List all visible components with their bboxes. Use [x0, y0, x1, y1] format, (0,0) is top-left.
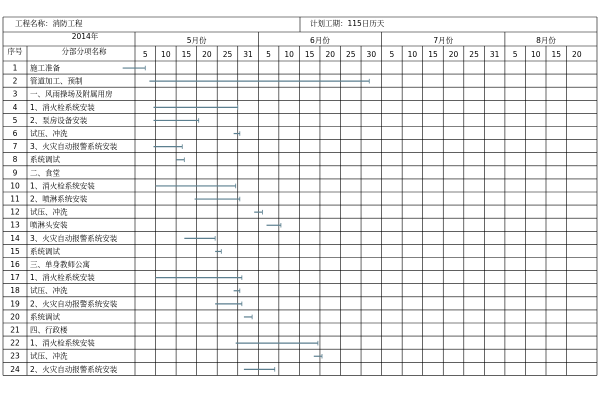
- row-number: 16: [10, 260, 20, 269]
- row-number: 2: [12, 76, 18, 86]
- task-name: 1、消火栓系统安装: [30, 338, 95, 348]
- day-label: 30: [366, 50, 377, 59]
- task-name: 三、单身教师公寓: [30, 260, 90, 269]
- col-header-name: 分部分项名称: [61, 47, 107, 56]
- day-label: 10: [407, 50, 418, 59]
- col-header-no: 序号: [7, 47, 23, 56]
- task-name: 3、火灾自动报警系统安装: [30, 142, 118, 152]
- row-number: 13: [10, 220, 20, 230]
- day-label: 10: [161, 50, 171, 59]
- day-label: 10: [284, 50, 294, 59]
- task-name: 1、消火栓系统安装: [30, 181, 95, 191]
- day-label: 25: [222, 50, 233, 59]
- row-number: 24: [10, 364, 20, 374]
- project-name-label: 工程名称：消防工程: [15, 19, 83, 28]
- task-name: 试压、冲洗: [30, 207, 68, 217]
- row-number: 18: [10, 286, 20, 296]
- task-name: 试压、冲洗: [30, 286, 68, 296]
- task-name: 系统调试: [30, 246, 60, 256]
- task-name: 2、火灾自动报警系统安装: [30, 364, 118, 374]
- row-number: 4: [12, 102, 18, 112]
- day-label: 5: [512, 50, 518, 59]
- grid-lines: [3, 17, 597, 375]
- task-name: 管道加工、预制: [30, 76, 83, 86]
- task-name: 3、火灾自动报警系统安装: [30, 233, 118, 243]
- row-number: 15: [10, 246, 20, 256]
- day-label: 15: [181, 50, 192, 59]
- row-number: 9: [12, 168, 18, 178]
- row-number: 6: [12, 129, 18, 138]
- month-header-row: [187, 35, 557, 45]
- day-label: 20: [202, 50, 212, 59]
- month-label: 5月份: [186, 36, 207, 45]
- task-name: 系统调试: [30, 155, 60, 165]
- task-name: 试压、冲洗: [30, 351, 68, 361]
- row-number: 7: [12, 142, 18, 152]
- day-label: 20: [572, 50, 582, 59]
- day-label: 15: [551, 50, 562, 59]
- year-label: 2014年: [71, 32, 99, 41]
- row-number: 23: [10, 351, 20, 361]
- day-label: 25: [346, 50, 356, 59]
- day-header-row: [143, 50, 582, 59]
- day-label: 31: [489, 50, 500, 59]
- task-name: 一、风雨操场及附属用房: [30, 89, 113, 99]
- task-name: 喷淋头安装: [30, 220, 68, 230]
- row-number: 12: [10, 207, 20, 217]
- day-label: 25: [469, 50, 479, 59]
- duration-label: 计划工期：115日历天: [310, 19, 385, 28]
- row-number: 20: [10, 312, 20, 322]
- day-label: 20: [448, 50, 459, 59]
- row-number: 8: [12, 155, 18, 165]
- day-label: 5: [142, 50, 148, 59]
- task-name: 2、喷淋系统安装: [30, 194, 88, 204]
- row-number: 3: [12, 89, 18, 99]
- row-number: 11: [10, 194, 20, 204]
- month-label: 6月份: [310, 36, 330, 45]
- day-label: 5: [266, 50, 271, 59]
- task-name: 2、火灾自动报警系统安装: [30, 299, 118, 309]
- task-name: 四、行政楼: [30, 325, 68, 335]
- day-label: 15: [304, 50, 315, 59]
- day-label: 31: [243, 50, 253, 59]
- task-name: 施工准备: [30, 63, 60, 73]
- row-number: 21: [10, 325, 20, 335]
- row-number: 14: [10, 233, 20, 243]
- day-label: 20: [325, 50, 335, 59]
- task-name: 2、泵房设备安装: [30, 115, 88, 125]
- task-name: 1、消火栓系统安装: [30, 273, 95, 283]
- row-number: 10: [10, 181, 20, 191]
- row-number: 5: [12, 115, 18, 125]
- task-name: 系统调试: [30, 312, 60, 322]
- day-label: 5: [389, 50, 395, 59]
- month-label: 7月份: [433, 36, 454, 45]
- task-name: 二、食堂: [30, 168, 60, 178]
- task-name: 1、消火栓系统安装: [30, 102, 95, 112]
- day-label: 10: [530, 50, 541, 59]
- task-name: 试压、冲洗: [30, 129, 68, 138]
- gantt-bars: [123, 66, 370, 372]
- day-label: 15: [428, 50, 438, 59]
- row-number: 22: [10, 338, 20, 348]
- row-number: 19: [10, 299, 20, 309]
- month-label: 8月份: [536, 36, 556, 45]
- row-number: 1: [12, 63, 18, 73]
- row-number: 17: [10, 273, 20, 283]
